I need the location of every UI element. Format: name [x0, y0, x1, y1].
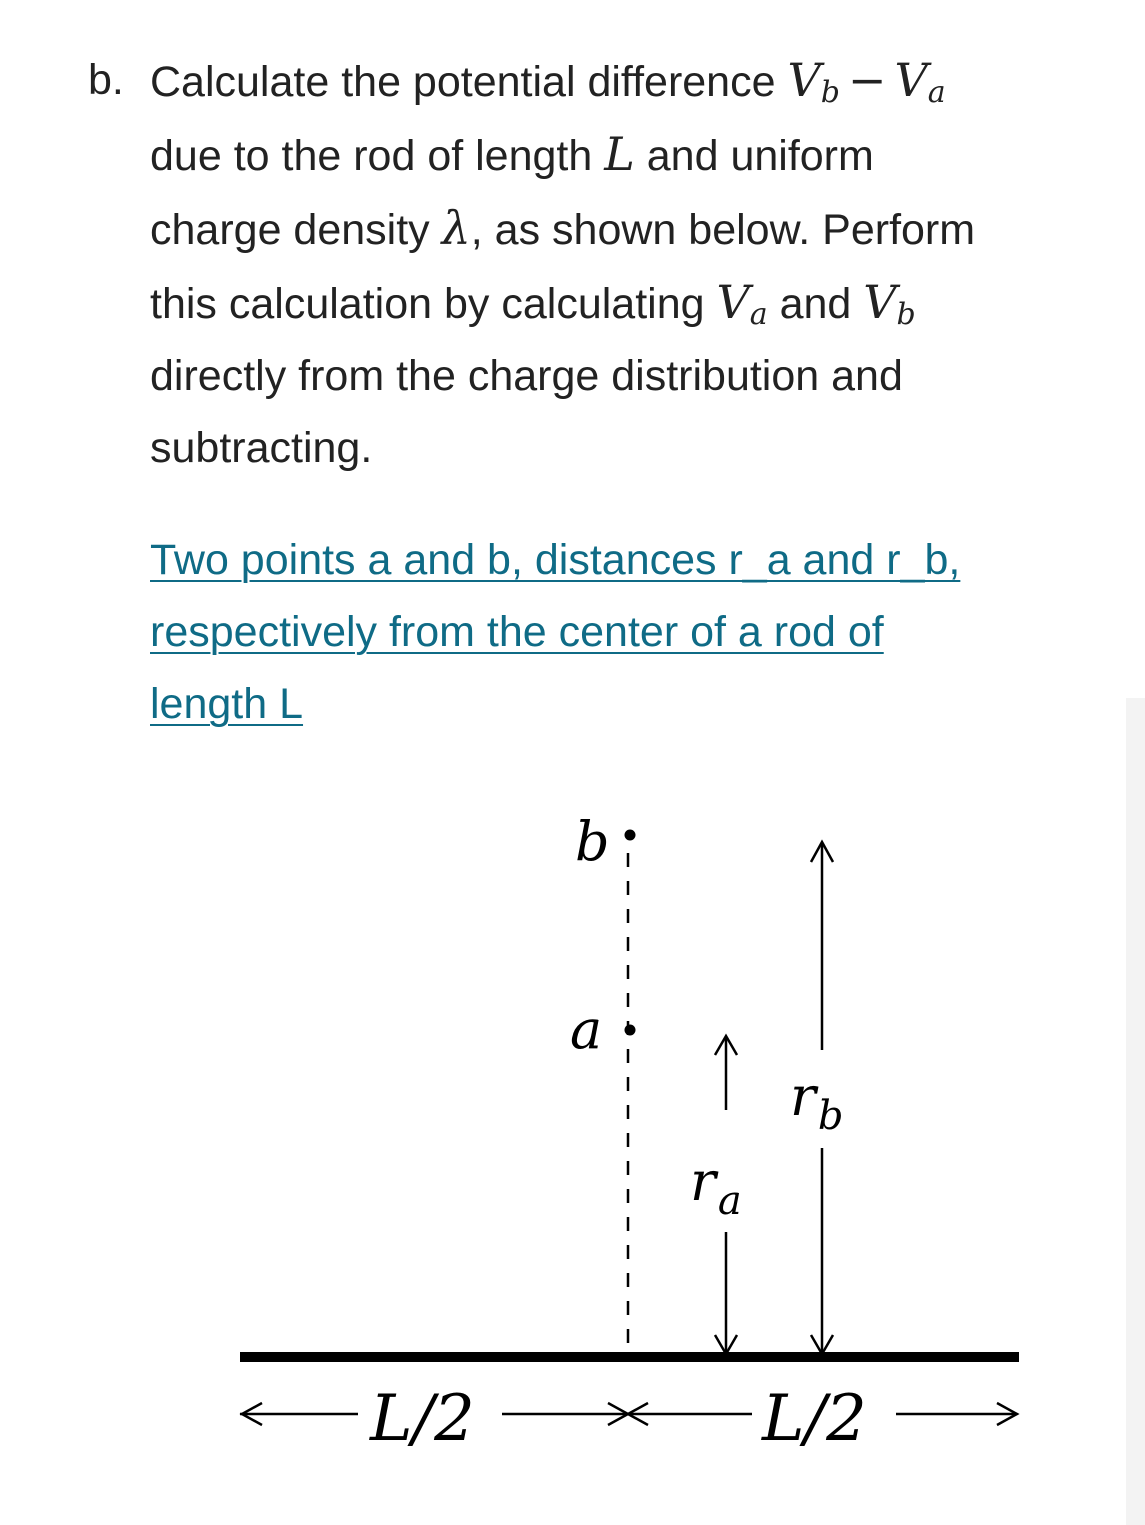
length-symbol: L	[604, 127, 635, 181]
rod-diagram	[0, 780, 1145, 1500]
va-symbol: $V_a$	[894, 53, 946, 110]
r-a-label: $r_a$	[690, 1150, 742, 1224]
right-half-label: L/2	[762, 1382, 867, 1456]
point-b-label: b	[575, 810, 610, 873]
va-symbol-2: $V_a$	[716, 275, 768, 332]
vb-symbol-2: $V_b$	[863, 275, 916, 332]
point-b-dot	[625, 830, 636, 841]
list-marker: b.	[88, 56, 124, 104]
left-half-label: L/2	[370, 1382, 475, 1456]
problem-line-4: this calculation by calculating $V_a$ and $V_b$	[150, 275, 916, 332]
problem-line-2: due to the rod of length L and uniform	[150, 127, 874, 181]
point-a-label: a	[570, 998, 603, 1061]
problem-statement	[88, 44, 1088, 484]
problem-line-1: Calculate the potential difference $V_b - V_a$	[150, 53, 946, 110]
problem-line-5: directly from the charge distribution and	[150, 352, 903, 400]
vb-symbol: $V_b$	[787, 53, 840, 110]
lambda-symbol: λ	[441, 201, 471, 255]
r-b-label: $r_b$	[790, 1065, 844, 1139]
point-a-dot	[625, 1025, 636, 1036]
problem-line-3: charge density λ, as shown below. Perform	[150, 201, 976, 255]
figure-description-link[interactable]: Two points a and b, distances r_a and r_b, respectively from the center of a rod of length L	[150, 536, 961, 728]
minus-sign: −	[847, 53, 887, 107]
problem-body	[150, 44, 1080, 484]
charged-rod	[240, 1352, 1019, 1362]
problem-line-6: subtracting.	[150, 424, 373, 472]
